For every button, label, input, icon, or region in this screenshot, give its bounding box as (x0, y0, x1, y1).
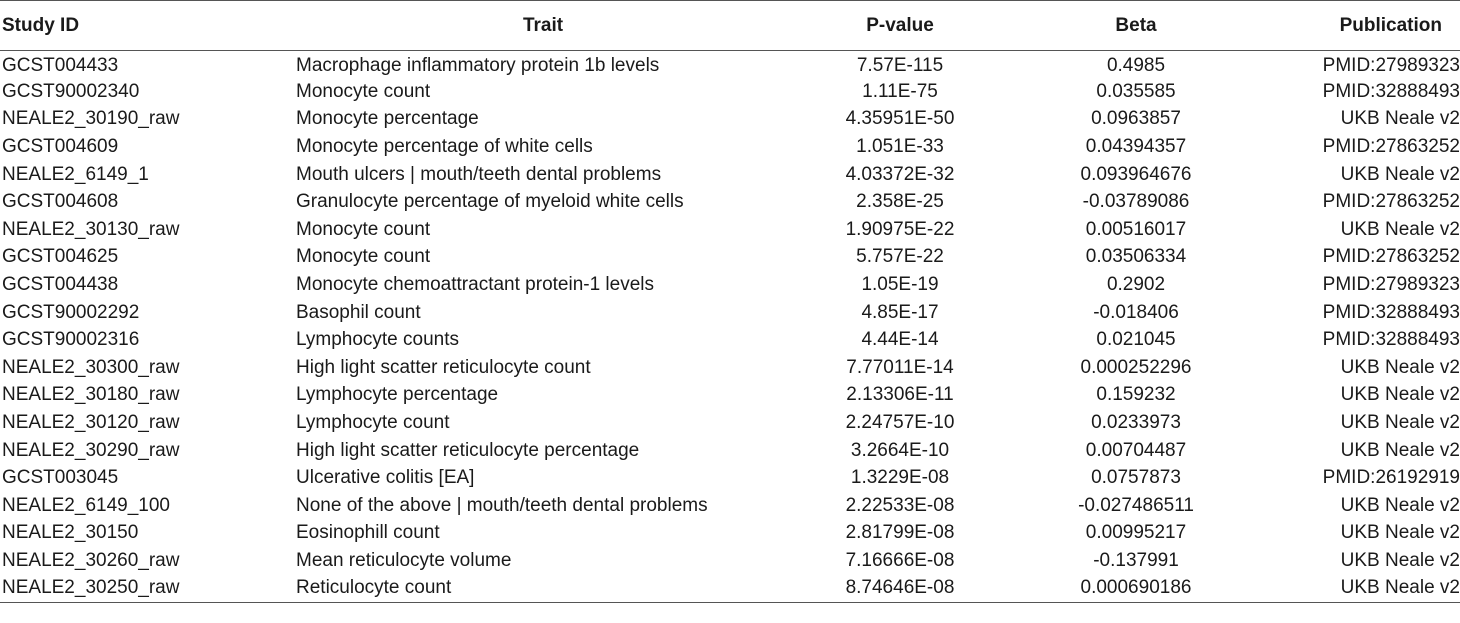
column-header-publication: Publication (1262, 1, 1460, 51)
cell-study-id: GCST90002340 (2, 80, 140, 102)
cell-p-value: 4.03372E-32 (845, 163, 955, 185)
table-row (0, 133, 1460, 161)
cell-p-value: 2.13306E-11 (846, 384, 954, 406)
header-row (0, 1, 1460, 51)
table-row (0, 409, 1460, 437)
cell-publication: PMID:27863252 (1322, 246, 1460, 268)
cell-p-value: 4.85E-17 (861, 301, 939, 323)
cell-trait: High light scatter reticulocyte count (296, 356, 591, 378)
table-row (0, 575, 1460, 603)
cell-trait: Granulocyte percentage of myeloid white cells (296, 191, 684, 213)
cell-study-id: GCST90002316 (2, 329, 140, 351)
cell-beta: 0.035585 (1096, 80, 1176, 102)
table-row (0, 106, 1460, 134)
table-row (0, 51, 1460, 79)
cell-p-value: 1.3229E-08 (850, 467, 950, 489)
cell-beta: 0.2902 (1106, 274, 1166, 296)
cell-p-value: 2.24757E-10 (845, 412, 955, 434)
cell-study-id: NEALE2_30180_raw (2, 384, 180, 406)
cell-trait: Lymphocyte percentage (296, 384, 499, 406)
cell-study-id: NEALE2_30250_raw (0, 575, 296, 603)
cell-p-value: 7.77011E-14 (846, 356, 954, 378)
table-row (0, 354, 1460, 382)
column-header-beta: Beta (1010, 1, 1262, 51)
cell-p-value: 2.81799E-08 (845, 522, 955, 544)
table-row (0, 382, 1460, 410)
table-body (0, 51, 1460, 603)
column-header-p-value: P-value (790, 1, 1010, 51)
cell-study-id: GCST004625 (2, 246, 119, 268)
cell-beta: -0.137991 (1093, 549, 1179, 571)
cell-beta: 0.4985 (1106, 54, 1166, 76)
table-row (0, 188, 1460, 216)
cell-beta: -0.03789086 (1082, 191, 1190, 213)
cell-p-value: 3.2664E-10 (850, 439, 950, 461)
column-header-study-id: Study ID (0, 1, 296, 51)
cell-publication: PMID:32888493 (1322, 80, 1460, 102)
cell-trait: Monocyte count (296, 246, 431, 268)
cell-beta: 0.03506334 (1085, 246, 1187, 268)
cell-beta: 0.04394357 (1085, 136, 1187, 158)
table-row (0, 271, 1460, 299)
cell-publication: UKB Neale v2 (1262, 575, 1460, 603)
cell-trait: High light scatter reticulocyte percentage (296, 439, 640, 461)
cell-beta: 0.0963857 (1091, 108, 1181, 130)
cell-trait: Reticulocyte count (296, 575, 790, 603)
cell-trait: Monocyte count (296, 218, 431, 240)
cell-beta: 0.093964676 (1080, 163, 1192, 185)
cell-beta: 0.000690186 (1010, 575, 1262, 603)
table-row (0, 464, 1460, 492)
table-row (0, 547, 1460, 575)
cell-publication: UKB Neale v2 (1340, 412, 1460, 434)
cell-publication: UKB Neale v2 (1340, 439, 1460, 461)
cell-trait: Eosinophill count (296, 522, 440, 544)
cell-study-id: NEALE2_6149_100 (2, 494, 170, 516)
cell-publication: UKB Neale v2 (1340, 218, 1460, 240)
table-row (0, 326, 1460, 354)
cell-p-value: 5.757E-22 (856, 246, 944, 268)
cell-trait: Lymphocyte counts (296, 329, 459, 351)
cell-study-id: NEALE2_30190_raw (2, 108, 180, 130)
column-header-trait: Trait (296, 1, 790, 51)
cell-p-value: 2.358E-25 (856, 191, 944, 213)
cell-study-id: NEALE2_30260_raw (2, 549, 180, 571)
cell-beta: 0.00995217 (1085, 522, 1187, 544)
cell-p-value: 7.57E-115 (856, 54, 944, 76)
table-row (0, 492, 1460, 520)
cell-study-id: GCST004608 (2, 191, 119, 213)
cell-trait: Monocyte chemoattractant protein-1 levels (296, 274, 655, 296)
cell-study-id: NEALE2_30120_raw (2, 412, 180, 434)
cell-beta: 0.00516017 (1085, 218, 1187, 240)
cell-beta: 0.0233973 (1091, 412, 1181, 434)
cell-publication: PMID:27989323 (1322, 274, 1460, 296)
cell-trait: Ulcerative colitis [EA] (296, 467, 475, 489)
cell-trait: Monocyte count (296, 80, 431, 102)
cell-trait: Monocyte percentage of white cells (296, 136, 593, 158)
cell-p-value: 4.44E-14 (861, 329, 939, 351)
cell-trait: None of the above | mouth/teeth dental problems (296, 494, 708, 516)
table-header (0, 1, 1460, 51)
cell-publication: PMID:27989323 (1322, 54, 1460, 76)
cell-trait: Macrophage inflammatory protein 1b levels (296, 54, 660, 76)
cell-beta: 0.0757873 (1091, 467, 1181, 489)
cell-study-id: GCST90002292 (2, 301, 140, 323)
cell-trait: Monocyte percentage (296, 108, 479, 130)
cell-study-id: GCST003045 (2, 467, 119, 489)
cell-study-id: NEALE2_30150 (2, 522, 139, 544)
table-row (0, 244, 1460, 272)
cell-p-value: 2.22533E-08 (845, 494, 955, 516)
cell-p-value: 1.11E-75 (862, 80, 938, 102)
cell-trait: Basophil count (296, 301, 421, 323)
table-row (0, 216, 1460, 244)
cell-beta: 0.000252296 (1080, 356, 1192, 378)
cell-p-value: 1.90975E-22 (845, 218, 955, 240)
cell-p-value: 7.16666E-08 (845, 549, 955, 571)
cell-trait: Mouth ulcers | mouth/teeth dental problems (296, 163, 662, 185)
table-row (0, 520, 1460, 548)
cell-publication: UKB Neale v2 (1340, 108, 1460, 130)
cell-beta: -0.027486511 (1078, 494, 1194, 516)
table-row (0, 78, 1460, 106)
cell-study-id: NEALE2_30290_raw (2, 439, 180, 461)
cell-publication: UKB Neale v2 (1340, 522, 1460, 544)
cell-p-value: 8.74646E-08 (790, 575, 1010, 603)
cell-publication: PMID:32888493 (1322, 301, 1460, 323)
cell-beta: 0.159232 (1096, 384, 1176, 406)
cell-trait: Lymphocyte count (296, 412, 450, 434)
table-row (0, 299, 1460, 327)
cell-beta: 0.021045 (1096, 329, 1176, 351)
cell-study-id: NEALE2_30300_raw (2, 356, 180, 378)
cell-beta: -0.018406 (1093, 301, 1179, 323)
cell-publication: UKB Neale v2 (1340, 549, 1460, 571)
cell-study-id: GCST004609 (2, 136, 119, 158)
cell-study-id: GCST004438 (2, 274, 119, 296)
cell-beta: 0.00704487 (1085, 439, 1187, 461)
table-row (0, 437, 1460, 465)
cell-p-value: 4.35951E-50 (845, 108, 955, 130)
cell-p-value: 1.051E-33 (856, 136, 944, 158)
cell-study-id: NEALE2_30130_raw (2, 218, 180, 240)
cell-publication: UKB Neale v2 (1340, 494, 1460, 516)
cell-publication: UKB Neale v2 (1340, 384, 1460, 406)
cell-publication: UKB Neale v2 (1340, 356, 1460, 378)
cell-publication: PMID:27863252 (1322, 136, 1460, 158)
table-row (0, 161, 1460, 189)
cell-publication: PMID:32888493 (1322, 329, 1460, 351)
cell-study-id: NEALE2_6149_1 (2, 163, 149, 185)
cell-publication: PMID:27863252 (1322, 191, 1460, 213)
cell-publication: UKB Neale v2 (1340, 163, 1460, 185)
cell-p-value: 1.05E-19 (861, 274, 939, 296)
cell-trait: Mean reticulocyte volume (296, 549, 512, 571)
cell-study-id: GCST004433 (2, 54, 119, 76)
cell-publication: PMID:26192919 (1322, 467, 1460, 489)
